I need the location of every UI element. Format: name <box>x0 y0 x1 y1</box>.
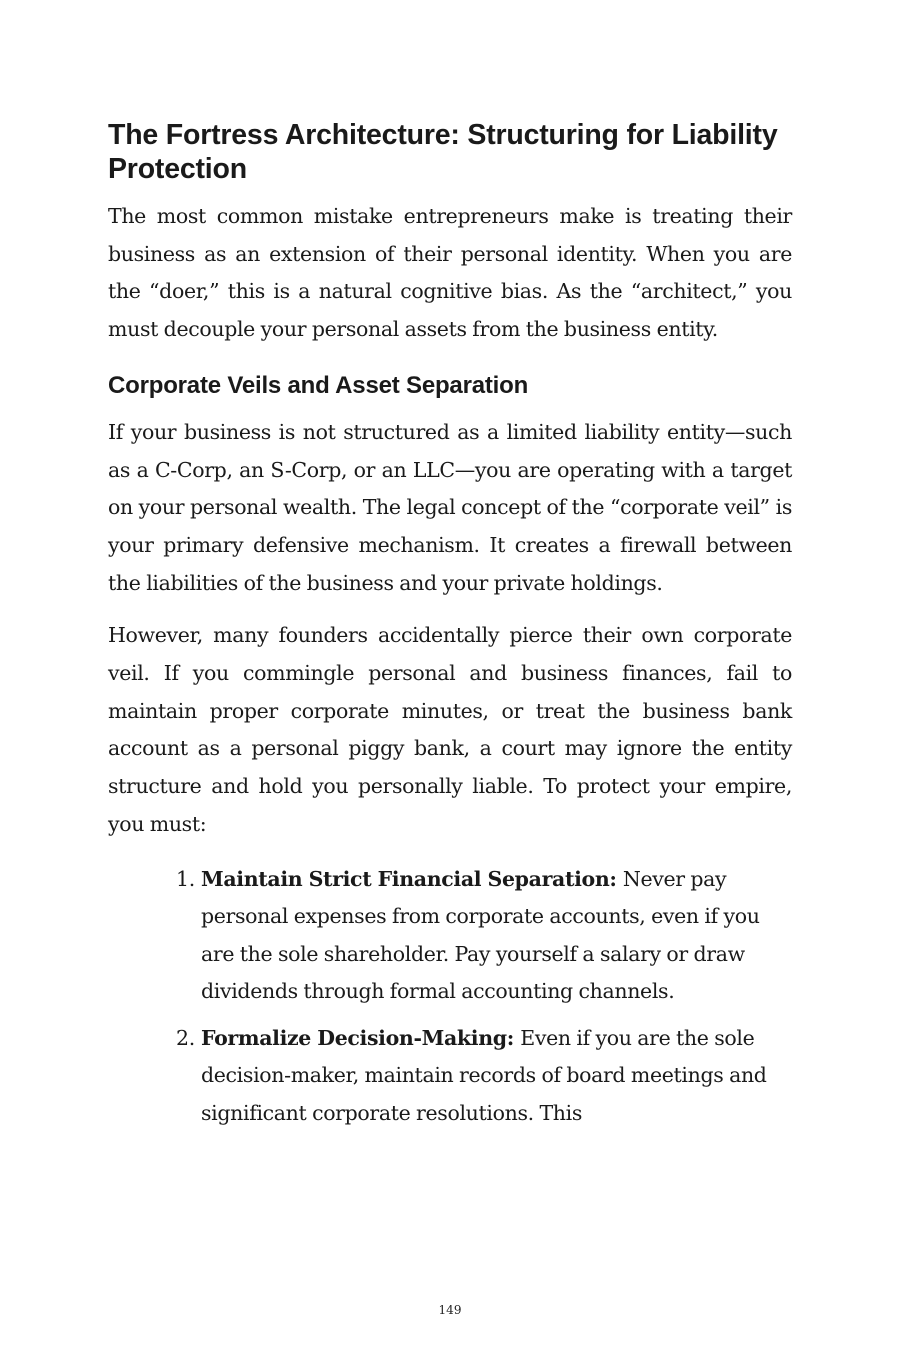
list-item-term: Formalize Decision-Making: <box>201 1025 521 1050</box>
section-paragraph-2: However, many founders accidentally pierce their own corporate veil. If you commingle personal and business finances, fail to maintain proper corporate minutes, or treat the business bank account as a personal piggy bank, a court may ignore the entity structure and hold you personally liable. To protect your empire, you must: <box>108 623 792 836</box>
chapter-heading: The Fortress Architecture: Structuring for Liability Protection <box>108 119 778 185</box>
numbered-list <box>108 861 792 1133</box>
list-item-number: 2. <box>176 1025 195 1050</box>
list-item-number: 1. <box>176 866 195 891</box>
list-item-term: Maintain Strict Financial Separation: <box>201 866 623 891</box>
list-item <box>176 1020 792 1133</box>
page-content <box>108 118 792 1141</box>
list-item-text: Even if you are the sole decision-maker, maintain records of board meetings and significant corporate resolutions. This <box>201 1025 767 1125</box>
list-item <box>176 861 792 1011</box>
section-heading: Corporate Veils and Asset Separation <box>108 371 529 399</box>
page-number: 149 <box>438 1303 462 1317</box>
intro-paragraph: The most common mistake entrepreneurs make is treating their business as an extension of their personal identity. When you are the “doer,” this is a natural cognitive bias. As the “architect,” you must decouple your personal assets from the business entity. <box>108 204 792 342</box>
section-paragraph-1: If your business is not structured as a limited liability entity—such as a C-Corp, an S-Corp, or an LLC—you are operating with a target on your personal wealth. The legal concept of the “corporate veil” is your primary defensive mechanism. It creates a firewall between the liabilities of the business and your private holdings. <box>108 419 792 595</box>
list-item-text: Never pay personal expenses from corporate accounts, even if you are the sole shareholder. Pay yourself a salary or draw dividends through formal accounting channels. <box>201 866 760 1004</box>
